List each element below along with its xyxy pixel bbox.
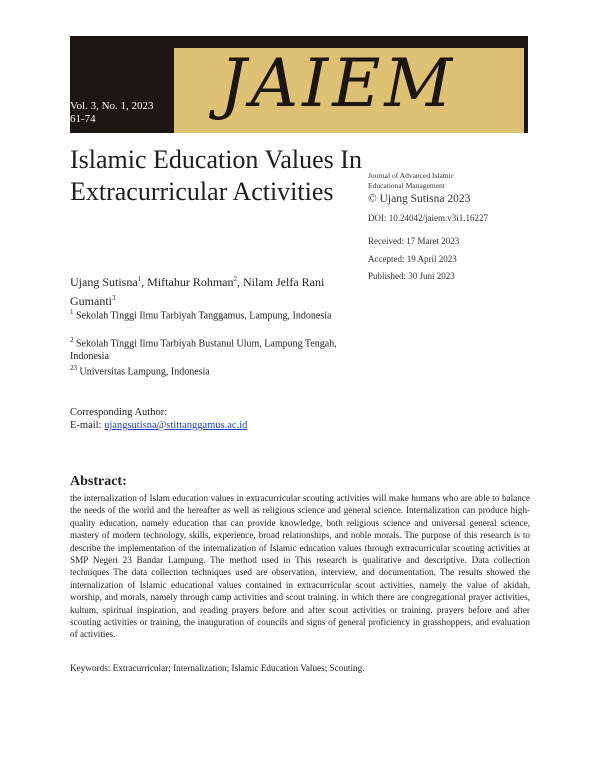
author-affiliation-mark: 3: [112, 294, 116, 302]
corresponding-label: Corresponding Author:: [70, 407, 168, 418]
received-date: Received: 17 Maret 2023: [368, 236, 460, 246]
affiliation-text: Sekolah Tinggi Ilmu Tarbiyah Tanggamus, Lampung, Indonesia: [76, 310, 332, 322]
email-link[interactable]: ujangsutisna@stittanggamus.ac.id: [104, 420, 248, 431]
accepted-date: Accepted: 19 April 2023: [368, 254, 457, 264]
journal-logo: JAIEM: [220, 45, 456, 122]
volume-info: [70, 100, 154, 126]
doi: DOI: 10.24042/jaiem.v3i1.16227: [368, 213, 488, 223]
author-list: [70, 271, 360, 309]
author-separator: ,: [141, 275, 148, 289]
paper-title: Islamic Education Values In Extracurricular Activities: [70, 145, 362, 206]
email-line: [70, 419, 247, 432]
affiliation: [70, 306, 360, 322]
abstract-body: the internalization of Islam education values in extracurricular scouting activities will make humans who are able to balance the needs of the world and the hereafter as well as religious science and general science. Internalization can produce high-quality education, namely education that can provide knowledge, both religious science and universal general science, mastery of modern technology, skills, experience, broad relationships, and noble morals. The purpose of this research is to describe the implementation of the internalization of Islamic education values through extracurricular scouting activities at SMP Negeri 23 Bandar Lampung. The method used in This research is qualitative and descriptive. Data collection techniques The data collection techniques used are observation, interview, and documentation. The results showed the internalization of Islamic educational values contained in extracurricular scout activities, namely the value of akidah, worship, and morals, namely through camp activities and scout training. in which there are congregational prayer activities, kultum, spiritual inspiration, and reading prayers before and after scout activities or training. prayers before and after scouting activities or training, the inauguration of councils and signs of general proficiency in grasshoppers, and evaluation of activities.: [70, 493, 530, 640]
journal-name: Journal of Advanced Islamic Educational Management: [368, 171, 455, 190]
published-date: Published: 30 Juni 2023: [368, 271, 455, 281]
author-affiliation-mark: 1: [137, 275, 142, 283]
affiliation: [70, 362, 360, 378]
keywords: Keywords: Extracurricular; Internalization; Islamic Education Values; Scouting.: [70, 663, 365, 673]
affiliation-text: Universitas Lampung, Indonesia: [79, 366, 210, 378]
copyright: © Ujang Sutisna 2023: [368, 193, 471, 205]
author-separator: ,: [237, 275, 243, 289]
affiliation-text: Sekolah Tinggi Ilmu Tarbiyah Bustanul Ulum, Lampung Tengah, Indonesia: [70, 338, 337, 363]
author-name: Miftahur Rohman: [147, 275, 234, 289]
author-affiliation-mark: 2: [233, 275, 237, 283]
author-name: Ujang Sutisna: [70, 275, 138, 289]
affiliation: [70, 334, 360, 363]
affiliation-mark: 1: [70, 308, 74, 316]
volume-label: Vol. 3, No. 1, 2023: [70, 100, 154, 112]
affiliation-mark: 2: [70, 336, 74, 344]
author-name: Nilam Jelfa Rani Gumanti: [70, 275, 325, 308]
affiliation-mark: 23: [70, 364, 77, 372]
abstract-heading: Abstract:: [70, 474, 127, 489]
corresponding-author: [70, 406, 247, 432]
email-label: E-mail:: [70, 420, 105, 431]
page-range: 61-74: [70, 113, 96, 125]
